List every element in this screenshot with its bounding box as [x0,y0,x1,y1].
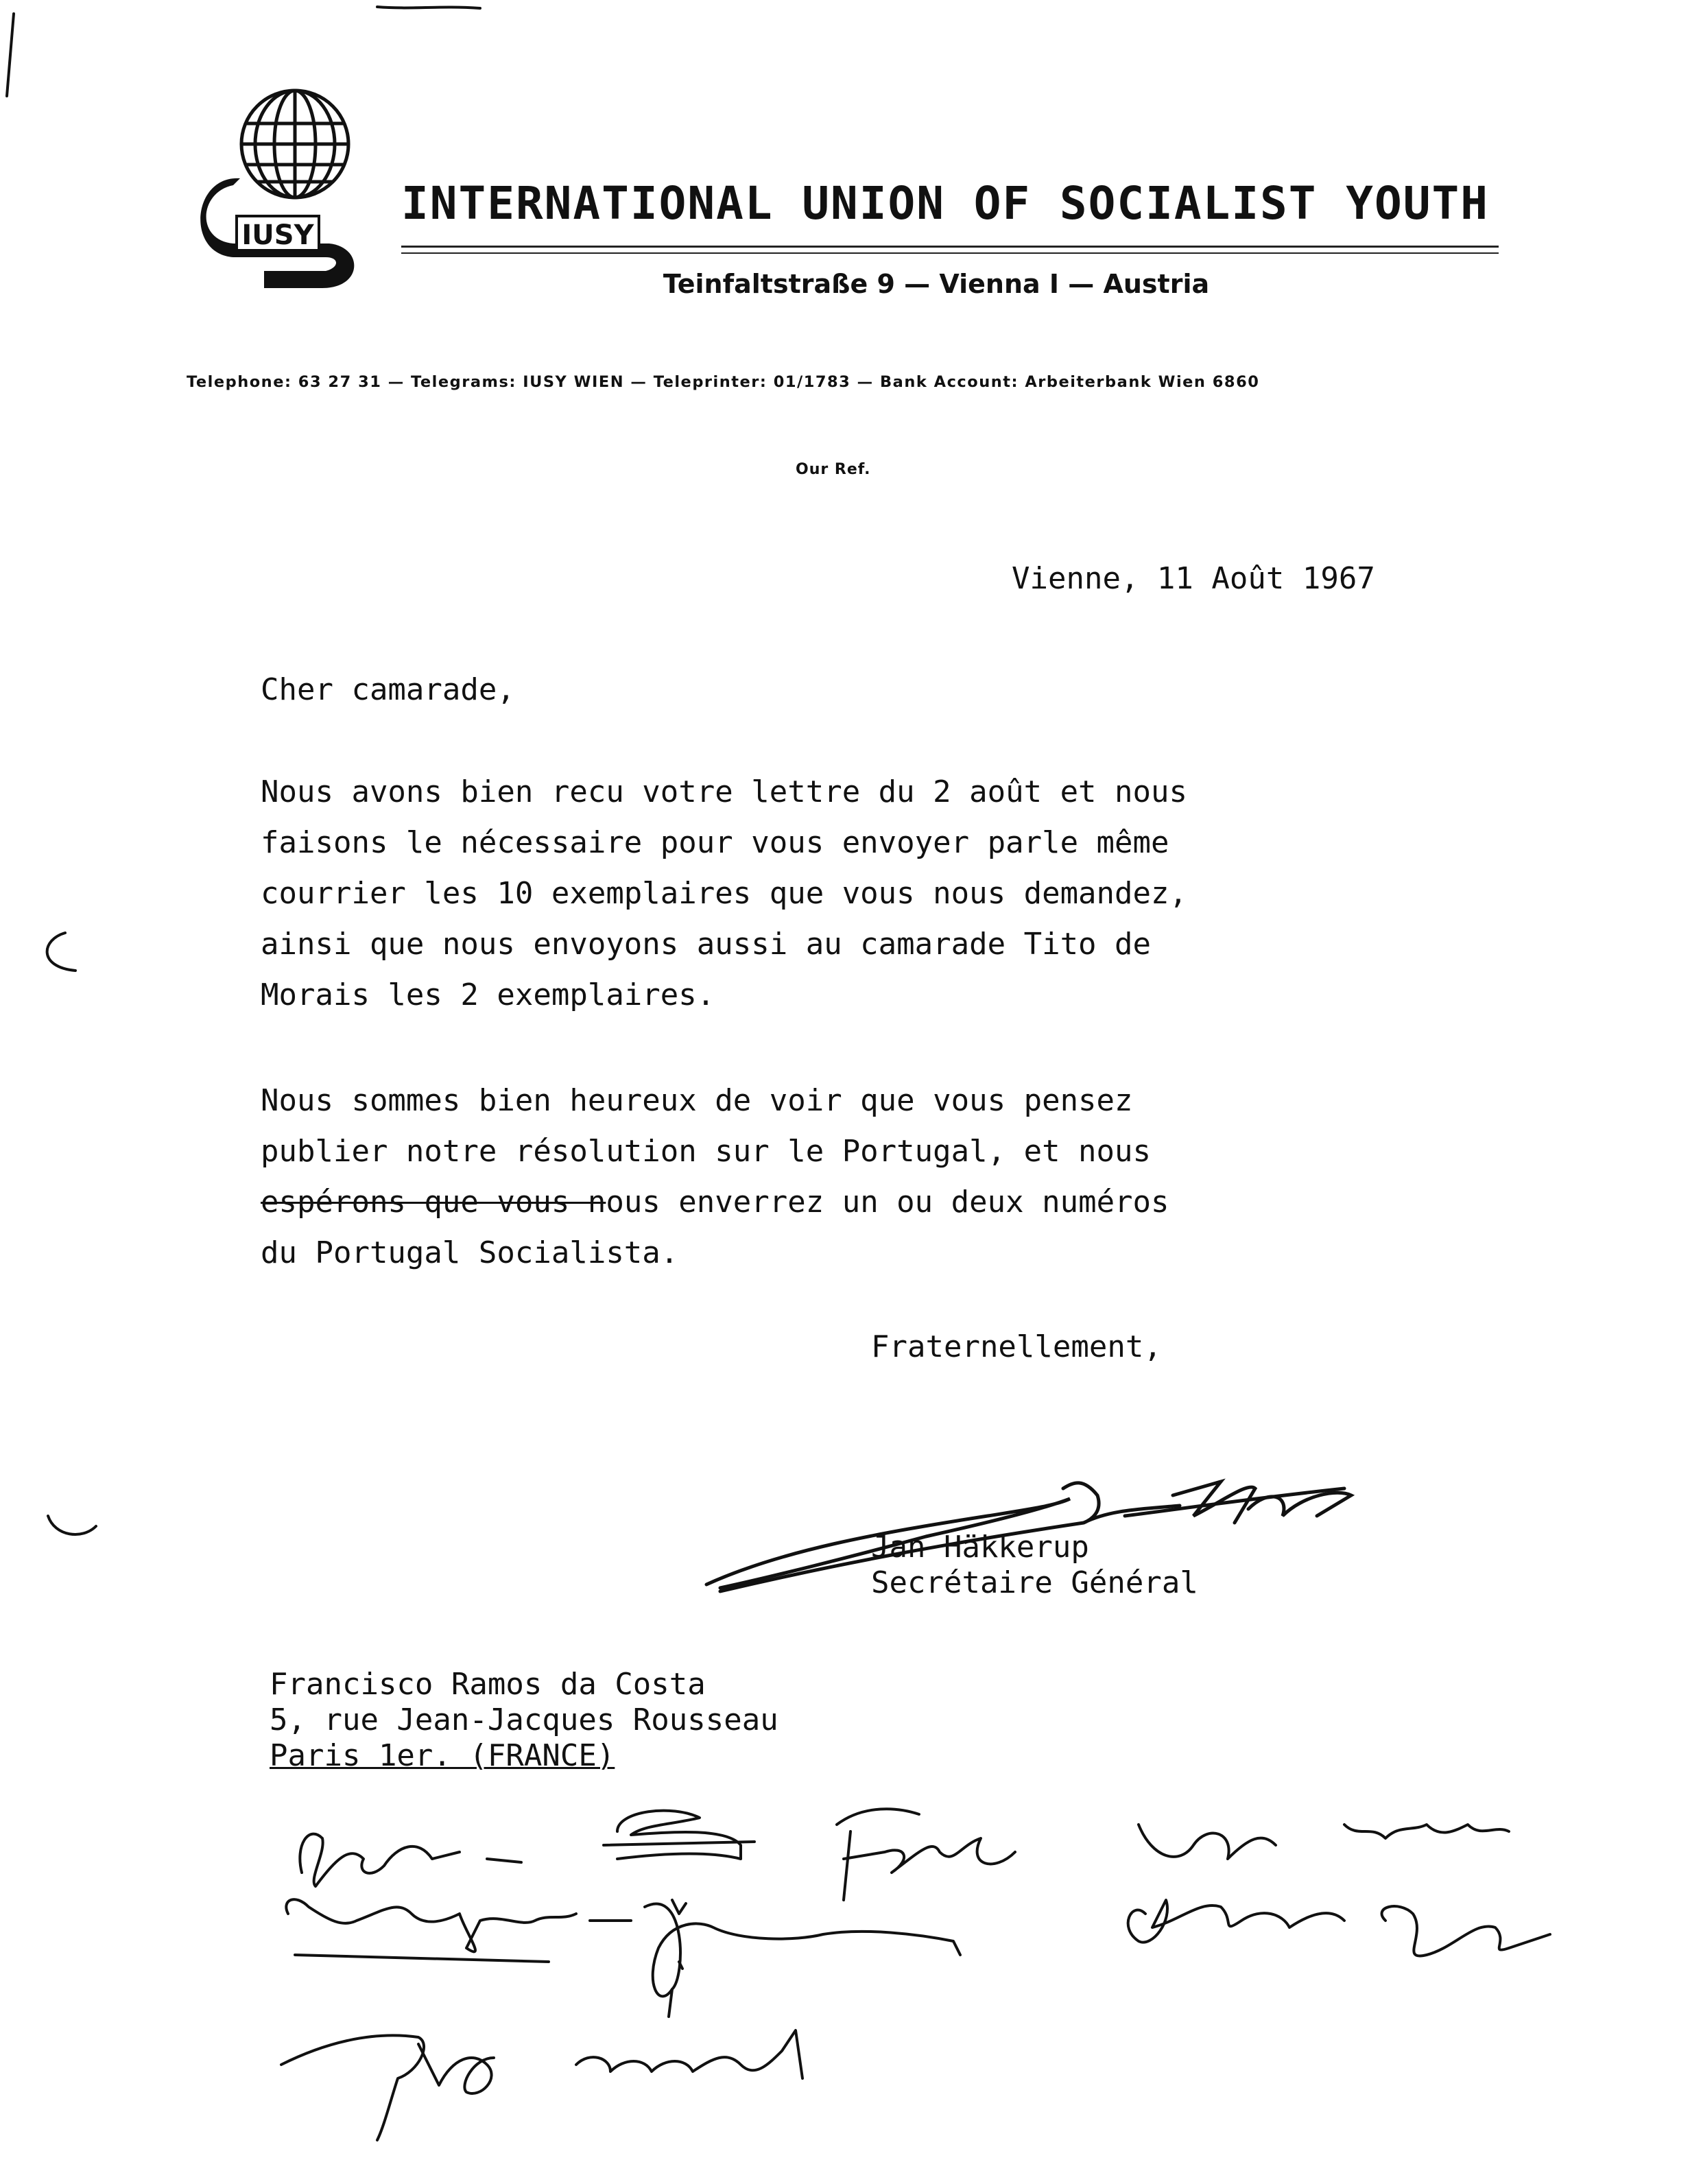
recipient-city: Paris 1er. (FRANCE) [270,1738,615,1773]
paragraph-1 [261,767,1187,1021]
recipient-name: Francisco Ramos da Costa [270,1667,706,1702]
paragraph-line: Morais les 2 exemplaires. [261,977,715,1012]
signer-title: Secrétaire Général [871,1565,1198,1600]
paragraph-line: Nous sommes bien heureux de voir que vous pensez [261,1083,1133,1118]
contact-line: Telephone: 63 27 31 — Telegrams: IUSY WIEN — Teleprinter: 01/1783 — Bank Account: Arbeiterbank Wien 6860 [187,373,1260,391]
salutation: Cher camarade, [261,672,515,707]
recipient-address [270,1667,778,1774]
logo-lettering: IUSY [241,219,314,251]
paragraph-line [261,1177,1169,1228]
address-text: Teinfaltstraße 9 — Vienna I — Austria [663,269,1210,299]
letter-date: Vienne, 11 Août 1967 [1012,561,1375,596]
paragraph-line-rest: ous enverrez un ou deux numéros [606,1185,1169,1220]
handwritten-annotation [261,1783,1632,2154]
paragraph-line: Nous avons bien recu votre lettre du 2 août et nous [261,774,1188,809]
organization-address [0,269,1269,299]
iusy-globe-logo [192,82,377,295]
paragraph-line: courrier les 10 exemplaires que vous nous demandez, [261,876,1188,911]
header-rule-thin [401,252,1499,254]
paragraph-2 [261,1076,1169,1279]
signer-name: Jan Häkkerup [871,1530,1089,1565]
paragraph-line: publier notre résolution sur le Portugal, et nous [261,1134,1152,1169]
paragraph-line: du Portugal Socialista. [261,1235,679,1270]
recipient-street: 5, rue Jean-Jacques Rousseau [270,1702,778,1737]
header-rule [401,246,1499,248]
struck-text: espérons que vous n [261,1185,606,1220]
organization-name: INTERNATIONAL UNION OF SOCIALIST YOUTH [401,177,1489,230]
signer-block [871,1530,1198,1601]
paragraph-line: faisons le nécessaire pour vous envoyer parle même [261,825,1169,860]
paragraph-line: ainsi que nous envoyons aussi au camarade Tito de [261,927,1152,962]
closing: Fraternellement, [871,1329,1162,1364]
our-ref-label: Our Ref. [796,461,871,478]
